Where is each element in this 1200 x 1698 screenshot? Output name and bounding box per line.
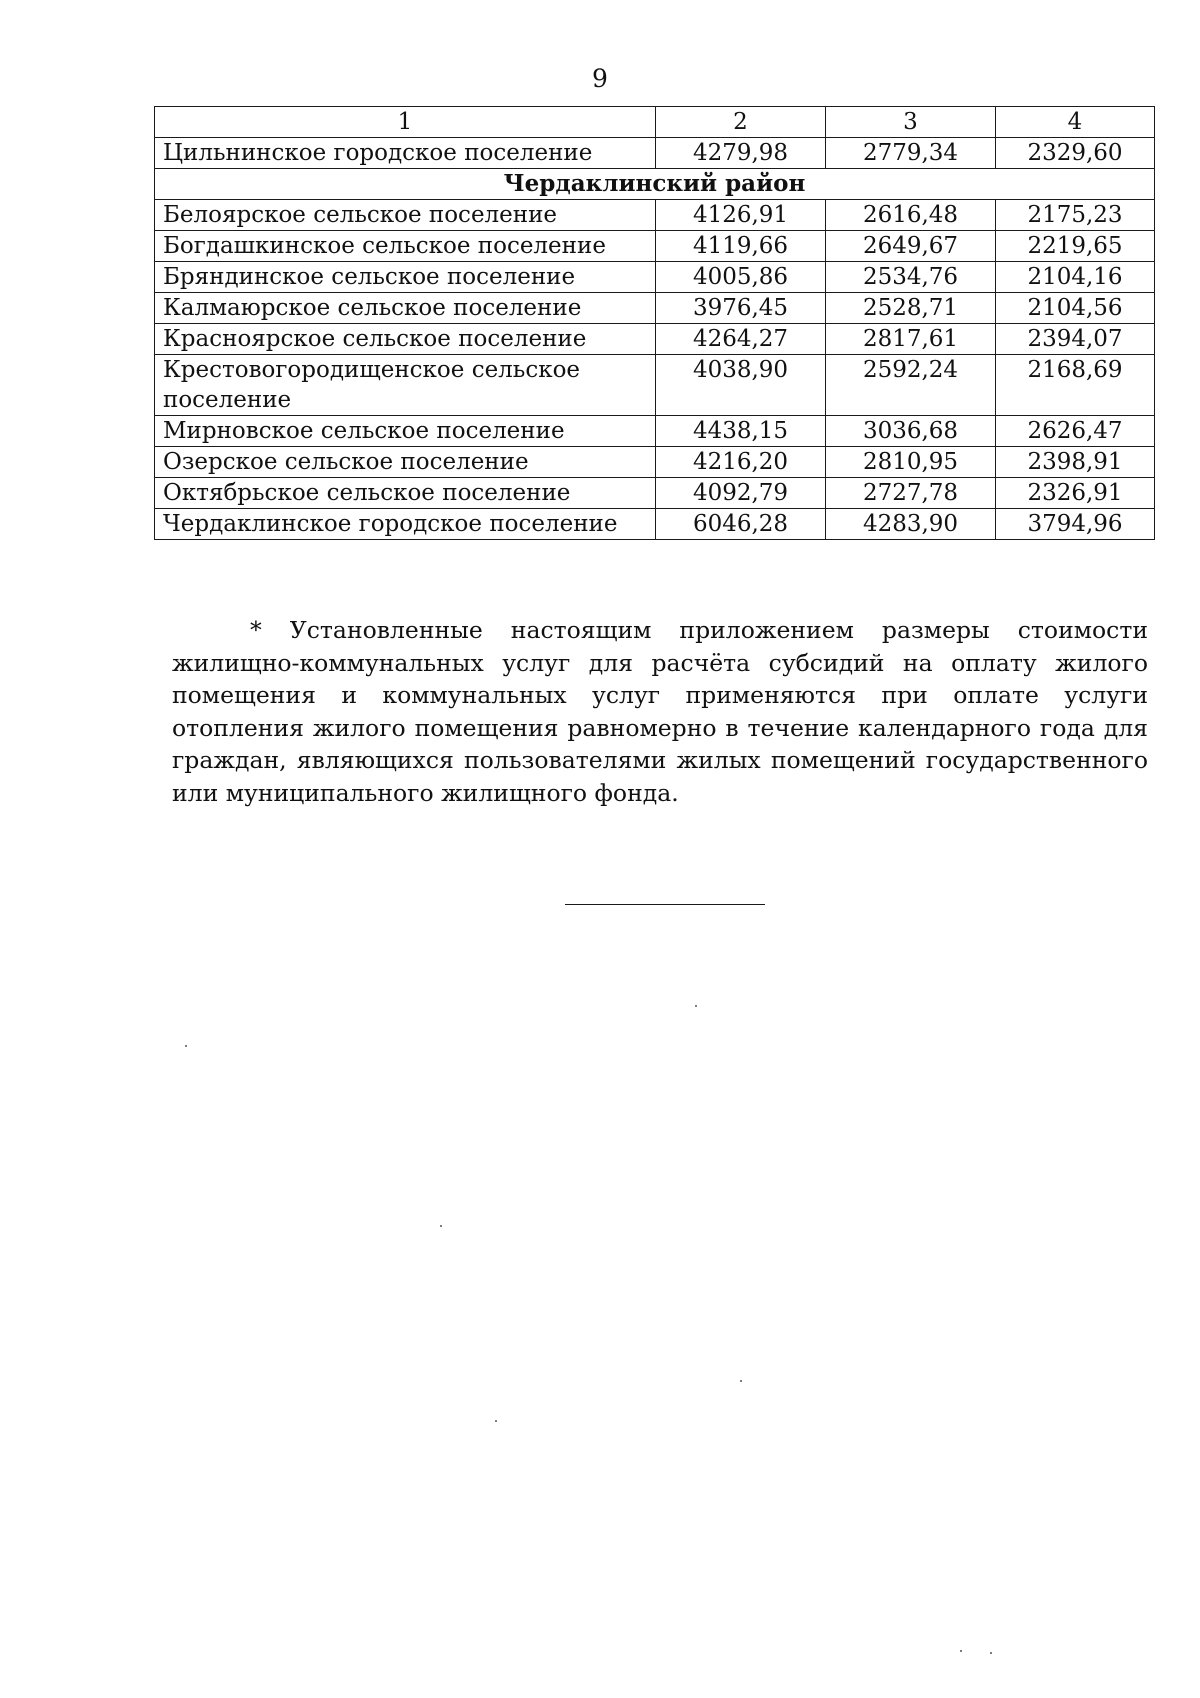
value-cell: 3976,45 bbox=[656, 293, 826, 324]
value-cell: 2398,91 bbox=[996, 447, 1155, 478]
value-cell: 2104,16 bbox=[996, 262, 1155, 293]
value-cell: 2326,91 bbox=[996, 478, 1155, 509]
settlement-name: Бряндинское сельское поселение bbox=[155, 262, 656, 293]
value-cell: 2779,34 bbox=[826, 138, 996, 169]
settlement-name: Красноярское сельское поселение bbox=[155, 324, 656, 355]
table-row bbox=[155, 355, 1155, 416]
scan-speck bbox=[990, 1652, 992, 1654]
table-row bbox=[155, 416, 1155, 447]
value-cell: 2175,23 bbox=[996, 200, 1155, 231]
value-cell: 2592,24 bbox=[826, 355, 996, 416]
settlement-name: Белоярское сельское поселение bbox=[155, 200, 656, 231]
scan-speck bbox=[740, 1380, 742, 1382]
value-cell: 4216,20 bbox=[656, 447, 826, 478]
scan-speck bbox=[960, 1650, 962, 1652]
value-cell: 6046,28 bbox=[656, 509, 826, 540]
value-cell: 2394,07 bbox=[996, 324, 1155, 355]
value-cell: 2528,71 bbox=[826, 293, 996, 324]
value-cell: 2329,60 bbox=[996, 138, 1155, 169]
value-cell: 4119,66 bbox=[656, 231, 826, 262]
value-cell: 3794,96 bbox=[996, 509, 1155, 540]
settlement-name: Богдашкинское сельское поселение bbox=[155, 231, 656, 262]
table-row bbox=[155, 478, 1155, 509]
column-header: 3 bbox=[826, 107, 996, 138]
settlement-name: Крестовогородищенское сельское поселение bbox=[155, 355, 656, 416]
settlement-name: Октябрьское сельское поселение bbox=[155, 478, 656, 509]
value-cell: 2649,67 bbox=[826, 231, 996, 262]
end-rule bbox=[565, 904, 765, 905]
table-row bbox=[155, 293, 1155, 324]
value-cell: 2626,47 bbox=[996, 416, 1155, 447]
value-cell: 4279,98 bbox=[656, 138, 826, 169]
settlement-rows bbox=[155, 200, 1155, 540]
settlement-name: Мирновское сельское поселение bbox=[155, 416, 656, 447]
table-header-row bbox=[155, 107, 1155, 138]
value-cell: 4126,91 bbox=[656, 200, 826, 231]
column-header: 2 bbox=[656, 107, 826, 138]
settlement-cost-table bbox=[154, 106, 1155, 540]
value-cell: 2104,56 bbox=[996, 293, 1155, 324]
value-cell: 4264,27 bbox=[656, 324, 826, 355]
value-cell: 3036,68 bbox=[826, 416, 996, 447]
table-row bbox=[155, 231, 1155, 262]
district-title: Чердаклинский район bbox=[155, 169, 1155, 200]
scan-speck bbox=[185, 1045, 187, 1047]
value-cell: 2727,78 bbox=[826, 478, 996, 509]
value-cell: 2219,65 bbox=[996, 231, 1155, 262]
district-section-row bbox=[155, 169, 1155, 200]
settlement-name: Чердаклинское городское поселение bbox=[155, 509, 656, 540]
scan-speck bbox=[695, 1005, 697, 1007]
column-header: 4 bbox=[996, 107, 1155, 138]
table-row bbox=[155, 200, 1155, 231]
settlement-name: Калмаюрское сельское поселение bbox=[155, 293, 656, 324]
page-number: 9 bbox=[592, 64, 608, 93]
footnote: * Установленные настоящим приложением размеры стоимости жилищно-коммунальных услуг для расчёта субсидий на оплату жилого помещения и коммунальных услуг применяются при оплате услуги отопления жилого помещения равномерно в течение календарного года для граждан, являющихся пользователями жилых помещений государственного или муниципального жилищного фонда. bbox=[172, 616, 1148, 807]
value-cell: 4005,86 bbox=[656, 262, 826, 293]
table-row bbox=[155, 324, 1155, 355]
scan-speck bbox=[440, 1225, 442, 1227]
settlement-name: Озерское сельское поселение bbox=[155, 447, 656, 478]
value-cell: 4283,90 bbox=[826, 509, 996, 540]
value-cell: 4092,79 bbox=[656, 478, 826, 509]
table-row bbox=[155, 509, 1155, 540]
value-cell: 2534,76 bbox=[826, 262, 996, 293]
column-header: 1 bbox=[155, 107, 656, 138]
table-row bbox=[155, 262, 1155, 293]
table-row bbox=[155, 138, 1155, 169]
value-cell: 2168,69 bbox=[996, 355, 1155, 416]
scan-speck bbox=[495, 1420, 497, 1422]
value-cell: 2817,61 bbox=[826, 324, 996, 355]
value-cell: 4438,15 bbox=[656, 416, 826, 447]
settlement-name: Цильнинское городское поселение bbox=[155, 138, 656, 169]
value-cell: 2616,48 bbox=[826, 200, 996, 231]
value-cell: 4038,90 bbox=[656, 355, 826, 416]
value-cell: 2810,95 bbox=[826, 447, 996, 478]
table-row bbox=[155, 447, 1155, 478]
